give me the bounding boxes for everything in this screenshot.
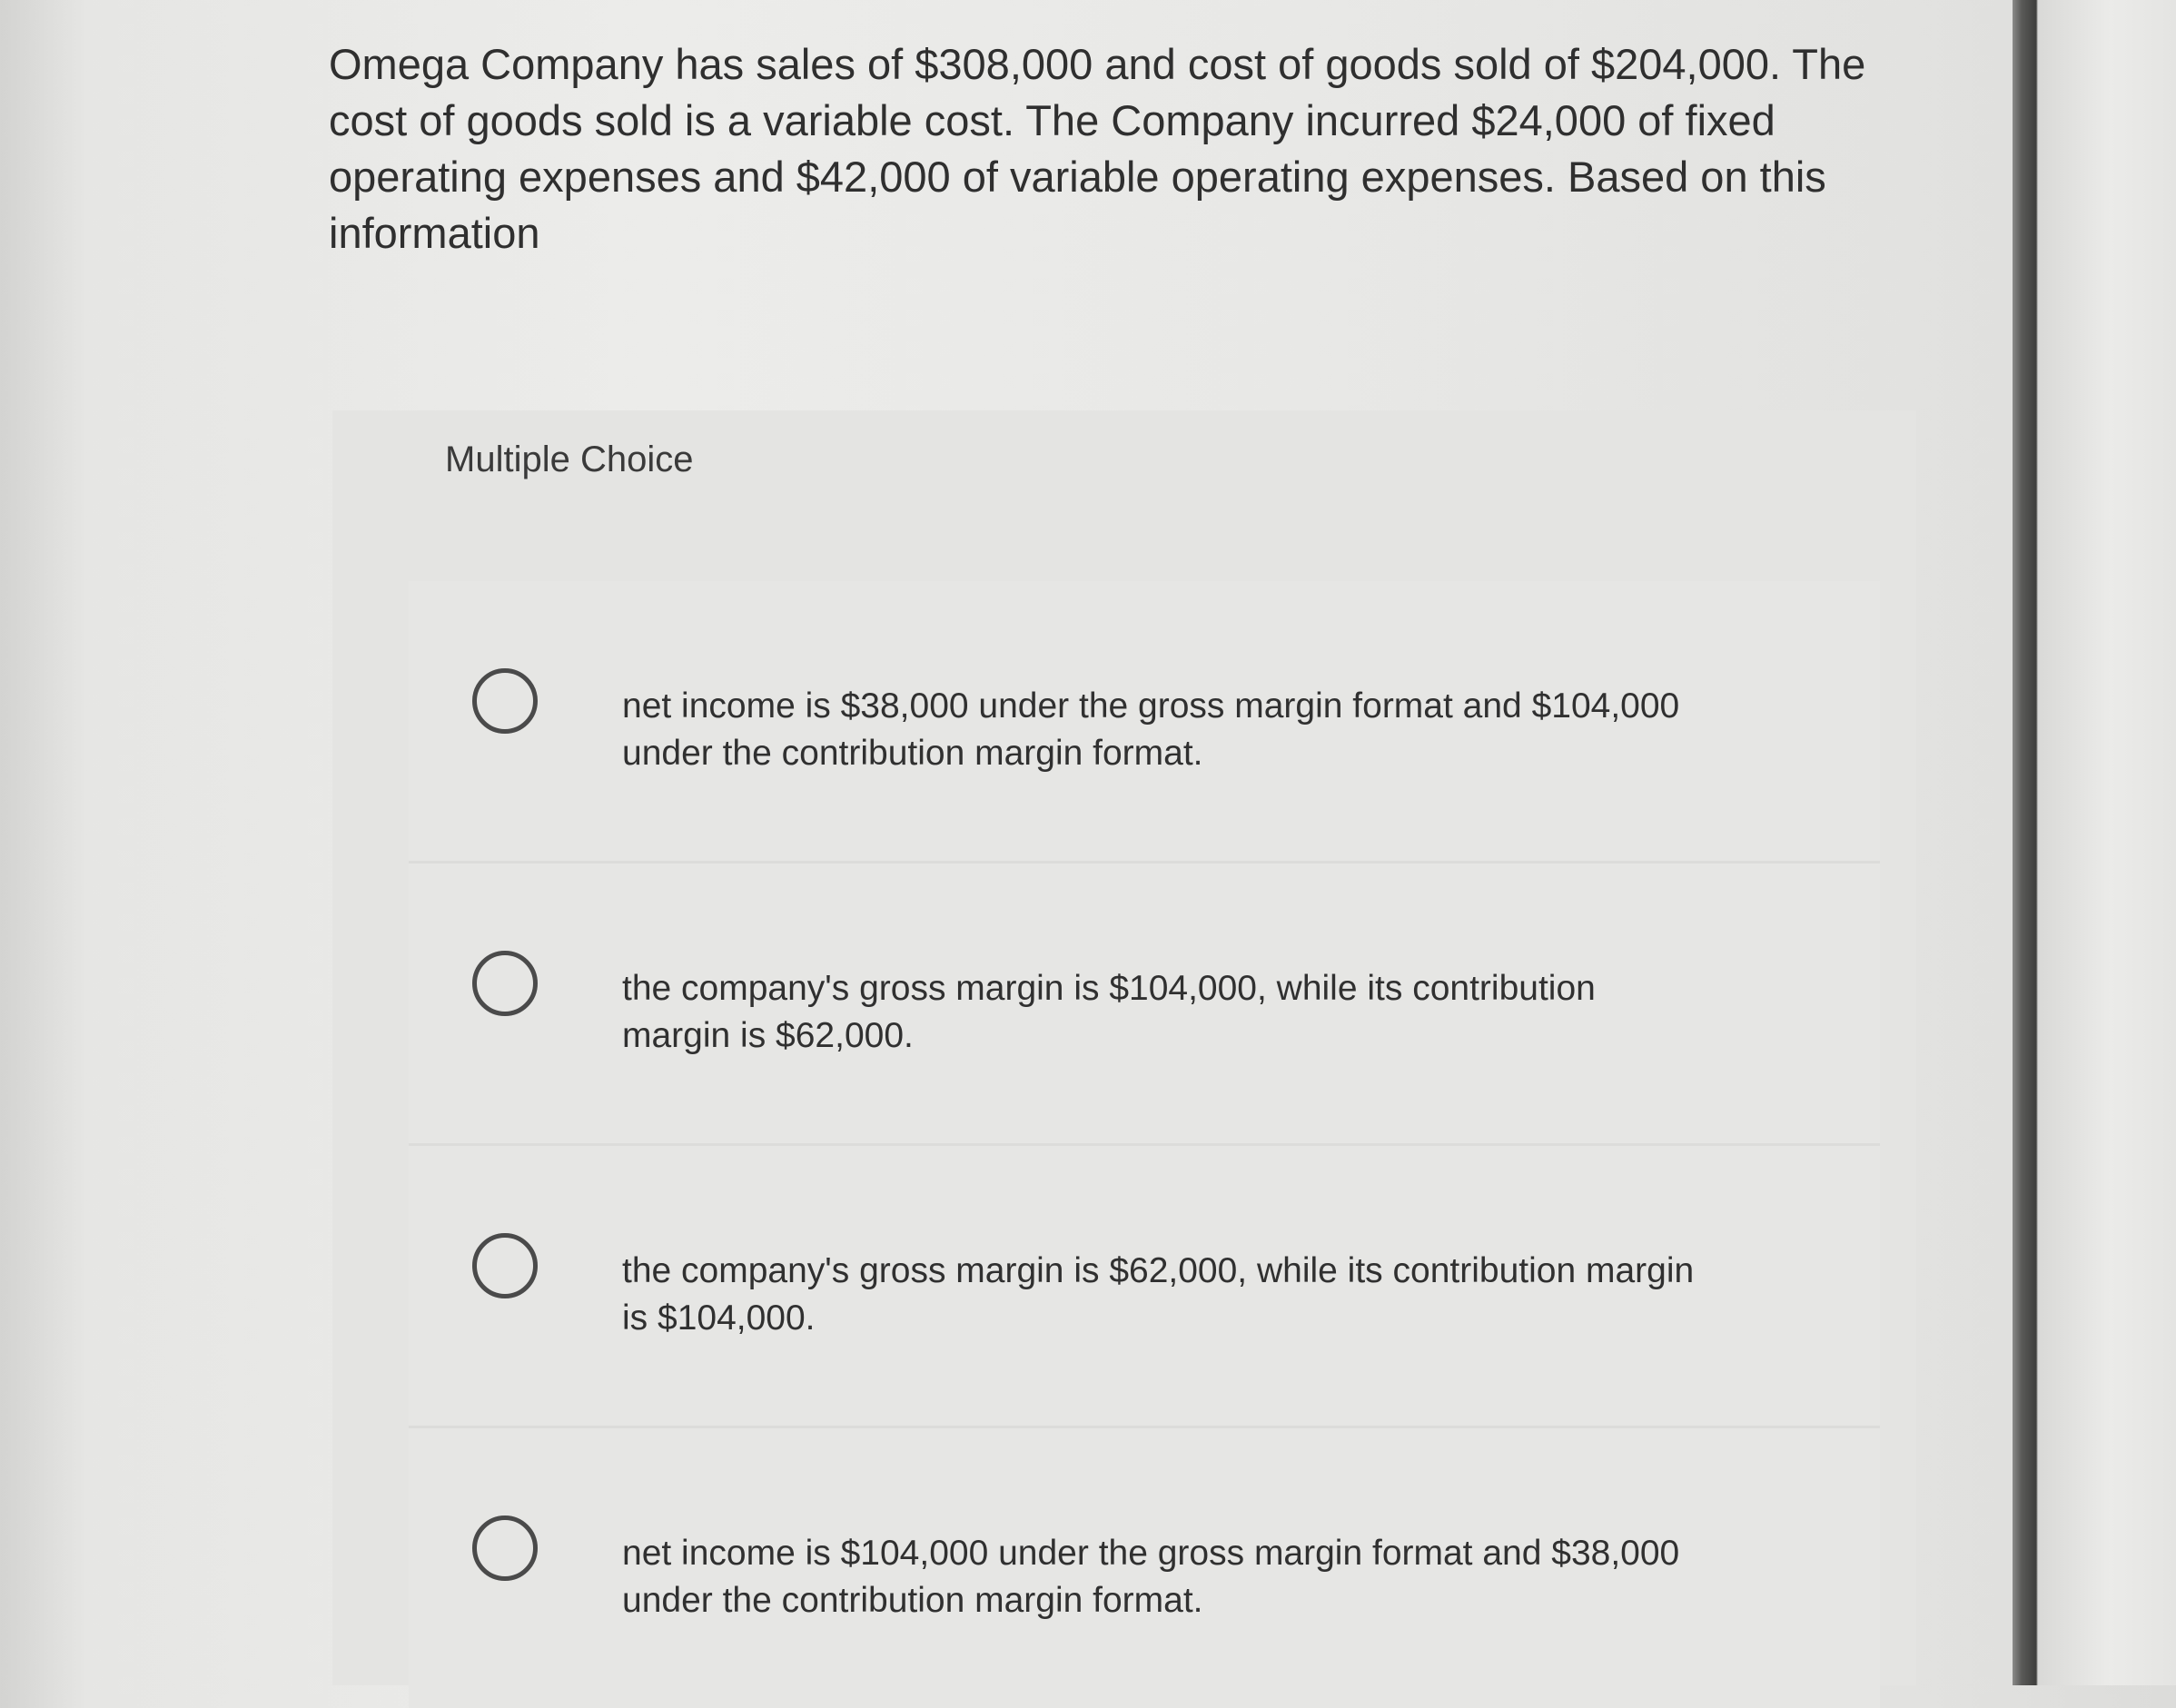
multiple-choice-label: Multiple Choice xyxy=(445,439,694,479)
answer-option-1[interactable] xyxy=(409,581,1880,861)
radio-button-option-1[interactable] xyxy=(472,668,538,734)
radio-button-option-4[interactable] xyxy=(472,1515,538,1581)
option-1-text: net income is $38,000 under the gross margin format and $104,000 under the contribution margin format. xyxy=(622,686,1680,773)
answer-option-3[interactable] xyxy=(409,1143,1880,1426)
question-text: Omega Company has sales of $308,000 and cost of goods sold of $204,000. The cost of goods sold is a variable cost. The Company incurred $24,000 of fixed operating expenses and $42,000 of variable operating expenses. Based on this information xyxy=(329,40,1866,257)
radio-button-option-3[interactable] xyxy=(472,1233,538,1298)
option-4-text: net income is $104,000 under the gross margin format and $38,000 under the contribution margin format. xyxy=(622,1534,1680,1620)
monitor-bezel xyxy=(2013,0,2176,1685)
option-2-text: the company's gross margin is $104,000, while its contribution margin is $62,000. xyxy=(622,969,1596,1055)
answer-option-4[interactable] xyxy=(409,1426,1880,1708)
answer-option-2[interactable] xyxy=(409,861,1880,1143)
radio-button-option-2[interactable] xyxy=(472,951,538,1016)
answer-options xyxy=(409,581,1880,1708)
option-3-text: the company's gross margin is $62,000, while its contribution margin is $104,000. xyxy=(622,1251,1695,1338)
